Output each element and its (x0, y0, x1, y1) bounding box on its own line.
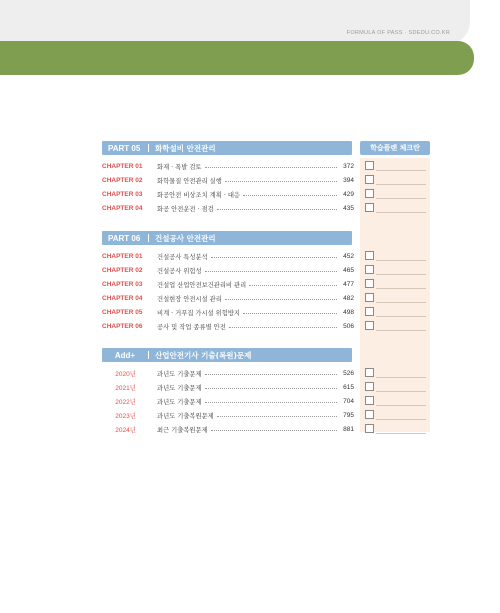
toc-row[interactable] (102, 174, 354, 186)
dot-leader (217, 416, 337, 417)
page-number: 881 (343, 425, 354, 433)
toc-row[interactable] (102, 320, 354, 332)
part-title: 건설공사 안전관리 (155, 233, 216, 243)
toc-row[interactable] (102, 278, 354, 290)
study-checkbox[interactable] (365, 251, 374, 260)
chapter-label: CHAPTER 04 (102, 294, 143, 302)
checkbox-underline (376, 405, 426, 406)
part-divider (148, 234, 149, 242)
chapter-title: 건설공사 특성분석 (157, 253, 208, 261)
top-header-tab (0, 0, 470, 44)
checkbox-underline (376, 433, 426, 434)
study-checkbox[interactable] (365, 307, 374, 316)
chapter-label: CHAPTER 05 (102, 308, 143, 316)
page-number: 435 (343, 204, 354, 212)
study-checkbox[interactable] (365, 189, 374, 198)
checklist-header: 학습플랜 체크란 (360, 141, 430, 155)
study-checkbox[interactable] (365, 396, 374, 405)
part-label: Add+ (114, 350, 136, 360)
study-checkbox[interactable] (365, 175, 374, 184)
toc-row[interactable] (102, 423, 354, 435)
checkbox-underline (376, 170, 426, 171)
page-number: 498 (343, 308, 354, 316)
toc-row[interactable] (102, 292, 354, 304)
part-divider (148, 144, 149, 152)
year-label: 2024년 (115, 426, 136, 434)
part-label: PART 06 (108, 233, 141, 243)
dot-leader (205, 388, 337, 389)
year-label: 2023년 (115, 412, 136, 420)
checkbox-underline (376, 330, 426, 331)
part-05-header (102, 141, 352, 155)
chapter-title: 화공안전 비상조치 계획 · 대응 (157, 191, 241, 199)
checkbox-underline (376, 274, 426, 275)
exam-title: 과년도 기출문제 (157, 370, 202, 378)
part-label: PART 05 (108, 143, 141, 153)
page-number: 477 (343, 280, 354, 288)
dot-leader (211, 430, 337, 431)
chapter-label: CHAPTER 03 (102, 280, 143, 288)
study-checkbox[interactable] (365, 161, 374, 170)
exam-title: 과년도 기출문제 (157, 398, 202, 406)
toc-row[interactable] (102, 250, 354, 262)
dot-leader (205, 402, 337, 403)
part-title: 산업안전기사 기출(복원)문제 (155, 350, 252, 360)
checkbox-underline (376, 198, 426, 199)
page-number: 704 (343, 397, 354, 405)
study-checkbox[interactable] (365, 424, 374, 433)
checkbox-underline (376, 377, 426, 378)
year-label: 2020년 (115, 370, 136, 378)
study-checkbox[interactable] (365, 382, 374, 391)
chapter-label: CHAPTER 01 (102, 162, 143, 170)
exam-title: 최근 기출복원문제 (157, 426, 208, 434)
part-title: 화학설비 안전관리 (155, 143, 216, 153)
part-06-header (102, 231, 352, 245)
chapter-title: 화학물질 안전관리 실행 (157, 177, 222, 185)
toc-row[interactable] (102, 160, 354, 172)
chapter-title: 건설현장 안전시설 관리 (157, 295, 222, 303)
dot-leader (229, 327, 337, 328)
toc-row[interactable] (102, 409, 354, 421)
dot-leader (205, 167, 337, 168)
page-number: 452 (343, 252, 354, 260)
study-checkbox[interactable] (365, 321, 374, 330)
chapter-label: CHAPTER 03 (102, 190, 143, 198)
page-number: 465 (343, 266, 354, 274)
study-checkbox[interactable] (365, 203, 374, 212)
study-checkbox[interactable] (365, 293, 374, 302)
study-checkbox[interactable] (365, 368, 374, 377)
toc-row[interactable] (102, 381, 354, 393)
toc-row[interactable] (102, 395, 354, 407)
dot-leader (225, 299, 337, 300)
checkbox-underline (376, 419, 426, 420)
study-checkbox[interactable] (365, 279, 374, 288)
checkbox-underline (376, 391, 426, 392)
checkbox-underline (376, 288, 426, 289)
page-number: 482 (343, 294, 354, 302)
chapter-label: CHAPTER 02 (102, 266, 143, 274)
chapter-title: 건설업 산업안전보건관리비 관리 (157, 281, 247, 289)
dot-leader (249, 285, 337, 286)
toc-row[interactable] (102, 202, 354, 214)
checkbox-underline (376, 212, 426, 213)
chapter-label: CHAPTER 04 (102, 204, 143, 212)
page-number: 615 (343, 383, 354, 391)
checkbox-underline (376, 316, 426, 317)
dot-leader (205, 271, 337, 272)
site-url-text: FORMULA OF PASS · SDEDU.CO.KR (346, 30, 450, 36)
toc-row[interactable] (102, 264, 354, 276)
dot-leader (205, 374, 337, 375)
exam-title: 과년도 기출문제 (157, 384, 202, 392)
exam-title: 과년도 기출복원문제 (157, 412, 214, 420)
chapter-title: 비계 · 거푸집 가시설 위험방지 (157, 309, 241, 317)
year-label: 2022년 (115, 398, 136, 406)
toc-row[interactable] (102, 188, 354, 200)
checkbox-underline (376, 260, 426, 261)
dot-leader (243, 195, 337, 196)
chapter-label: CHAPTER 06 (102, 322, 143, 330)
page-number: 394 (343, 176, 354, 184)
toc-row[interactable] (102, 306, 354, 318)
dot-leader (225, 181, 337, 182)
green-header-band (0, 41, 474, 75)
study-checkbox[interactable] (365, 265, 374, 274)
page-number: 429 (343, 190, 354, 198)
checkbox-underline (376, 302, 426, 303)
toc-row[interactable] (102, 367, 354, 379)
study-checkbox[interactable] (365, 410, 374, 419)
year-label: 2021년 (115, 384, 136, 392)
dot-leader (211, 257, 337, 258)
chapter-title: 건설공사 위험성 (157, 267, 202, 275)
page-number: 372 (343, 162, 354, 170)
chapter-title: 공사 및 작업 종류별 안전 (157, 323, 226, 331)
part-divider (148, 351, 149, 359)
dot-leader (243, 313, 337, 314)
page-number: 506 (343, 322, 354, 330)
chapter-title: 화재 · 폭발 검토 (157, 163, 202, 171)
chapter-label: CHAPTER 01 (102, 252, 143, 260)
chapter-title: 화공 안전운전 · 점검 (157, 205, 214, 213)
page-number: 795 (343, 411, 354, 419)
dot-leader (217, 209, 337, 210)
page-number: 526 (343, 369, 354, 377)
checkbox-underline (376, 184, 426, 185)
add-plus-header (102, 348, 352, 362)
chapter-label: CHAPTER 02 (102, 176, 143, 184)
